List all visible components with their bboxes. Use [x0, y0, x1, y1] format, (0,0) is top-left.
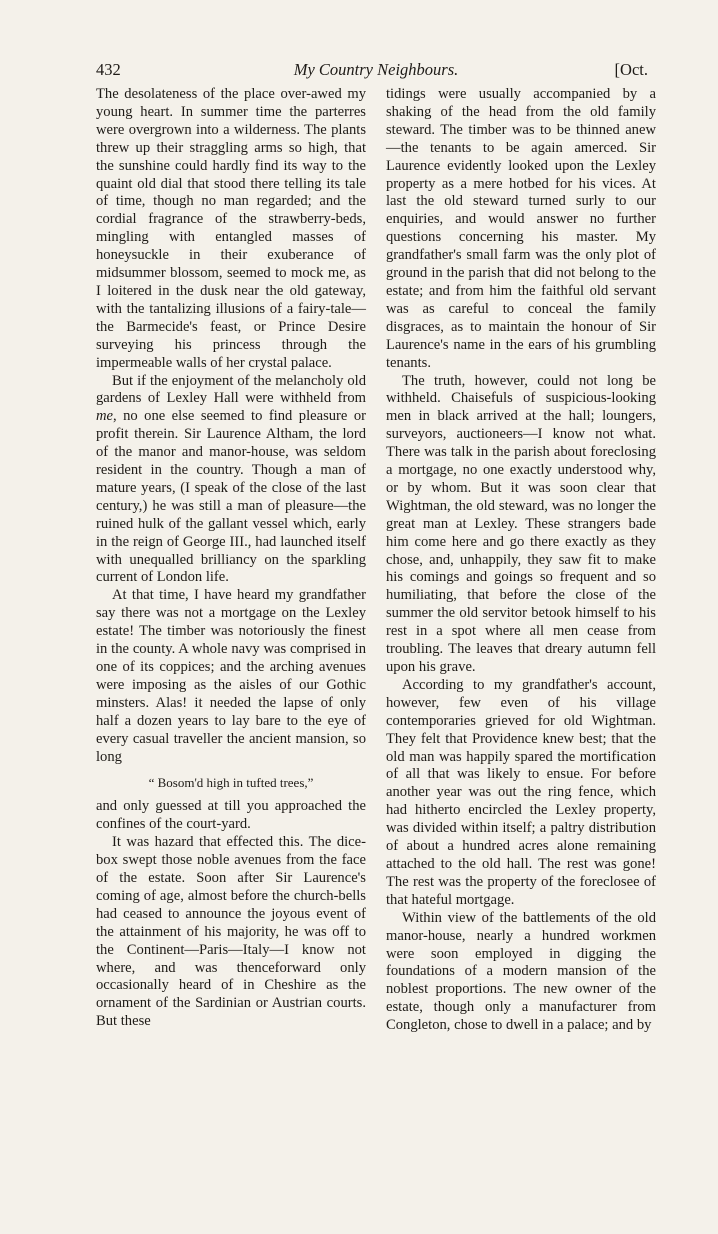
running-title: My Country Neighbours.: [293, 60, 459, 79]
paragraph: It was hazard that effected this. The dice-box swept those noble avenues from the face of the estate. Soon after Sir Laurence's coming of age, almost before the church-bells had ceased to announce the joyous event of the attainment of his majority, he was off to the Continent—Paris—Italy—I know not where, and was thenceforward only occasionally heard of in Cheshire as the ornament of the Sardinian or Austrian courts. But these: [96, 834, 366, 1030]
paragraph: The truth, however, could not long be withheld. Chaisefuls of suspicious-looking men in black arrived at the hall; loungers, surveyors, auctioneers—I know not what. There was talk in the parish about foreclosing a mortgage, no one exactly understood why, or by whom. But it was soon clear that Wightman, the old steward, was no longer the great man at Lexley. These strangers bade him come here and go there exactly as they chose, and, unhappily, they saw fit to make his comings and goings so frequent and so humiliating, that before the close of the summer the old servitor betook himself to his rest in a spot where all men cease from troubling. The leaves that dreary autumn fell upon his grave.: [386, 372, 656, 675]
left-column: [96, 86, 366, 1031]
running-header: [96, 60, 656, 86]
paragraph: [96, 373, 366, 588]
header-month: [Oct.: [614, 60, 648, 79]
paragraph: At that time, I have heard my grandfather say there was not a mortgage on the Lexley estate! The timber was notoriously the finest in the county. A whole navy was comprised in one of its coppices; and the arching avenues were imposing as the aisles of our Gothic minsters. Alas! it needed the lapse of only half a dozen years to lay bare to the eye of every casual traveller the ancient mansion, so long: [96, 587, 366, 765]
paragraph: According to my grandfather's account, however, few even of his village contemporaries grieved for old Wightman. They felt that Providence knew best; that the old man was happily spared the mortification of all that was likely to ensue. For before another year was out the ring fence, which had hitherto encircled the Lexley property, was divided within itself; a paltry distribution of about a hundred acres alone remaining attached to the old hall. The rest was gone! The rest was the property of the foreclosee of that hateful mortgage.: [386, 676, 656, 908]
paragraph-text: , no one else seemed to find pleasure or profit therein. Sir Laurence Altham, the lord of the manor and manor-house, was seldom resident in the country. Though a man of mature years, (I speak of the close of the last century,) he was still a man of pleasure—the ruined hulk of the gallant vessel which, early in the reign of George III., had launched itself with unequalled brilliancy on the sparkling current of London life.: [96, 408, 366, 586]
paragraph: tidings were usually accompanied by a shaking of the head from the old family steward. The timber was to be thinned anew—the tenants to be again amerced. Sir Laurence evidently looked upon the Lexley property as a mere hotbed for his vices. At last the old steward turned surly to our enquiries, and would answer no further questions concerning his master. My grandfather's small farm was the only plot of ground in the parish that did not belong to the estate; and from him the faithful old servant was as careful to conceal the family disgraces, as to maintain the honour of Sir Laurence's name in the ears of his grumbling tenants.: [386, 86, 656, 371]
paragraph: and only guessed at till you approached the confines of the court-yard.: [96, 798, 366, 833]
paragraph: Within view of the battlements of the old manor-house, nearly a hundred workmen were soon employed in digging the foundations of a modern mansion of the noblest proportions. The new owner of the estate, though only a manufacturer from Congleton, chose to dwell in a palace; and by: [386, 909, 656, 1034]
paragraph-text: But if the enjoyment of the melancholy old gardens of Lexley Hall were withheld from: [96, 372, 366, 407]
emphasis-text: me: [96, 408, 114, 425]
right-column: [386, 86, 656, 1035]
quotation: “ Bosom'd high in tufted trees,”: [148, 775, 314, 791]
paragraph: The desolateness of the place over-awed my young heart. In summer time the parterres were overgrown into a wilderness. The plants threw up their straggling arms so high, that the sunshine could hardly find its way to the quaint old dial that stood there telling its tale of time, though no man regarded; and the cordial fragrance of the strawberry-beds, mingling with entangled masses of honeysuckle in their exuberance of midsummer blossom, seemed to mock me, as I loitered in the dusk near the old gateway, with the tantalizing illusions of a fairy-tale—the Barmecide's feast, or Prince Desire surveying his princess through the impermeable walls of her crystal palace.: [96, 86, 366, 371]
page-number: 432: [96, 60, 121, 79]
